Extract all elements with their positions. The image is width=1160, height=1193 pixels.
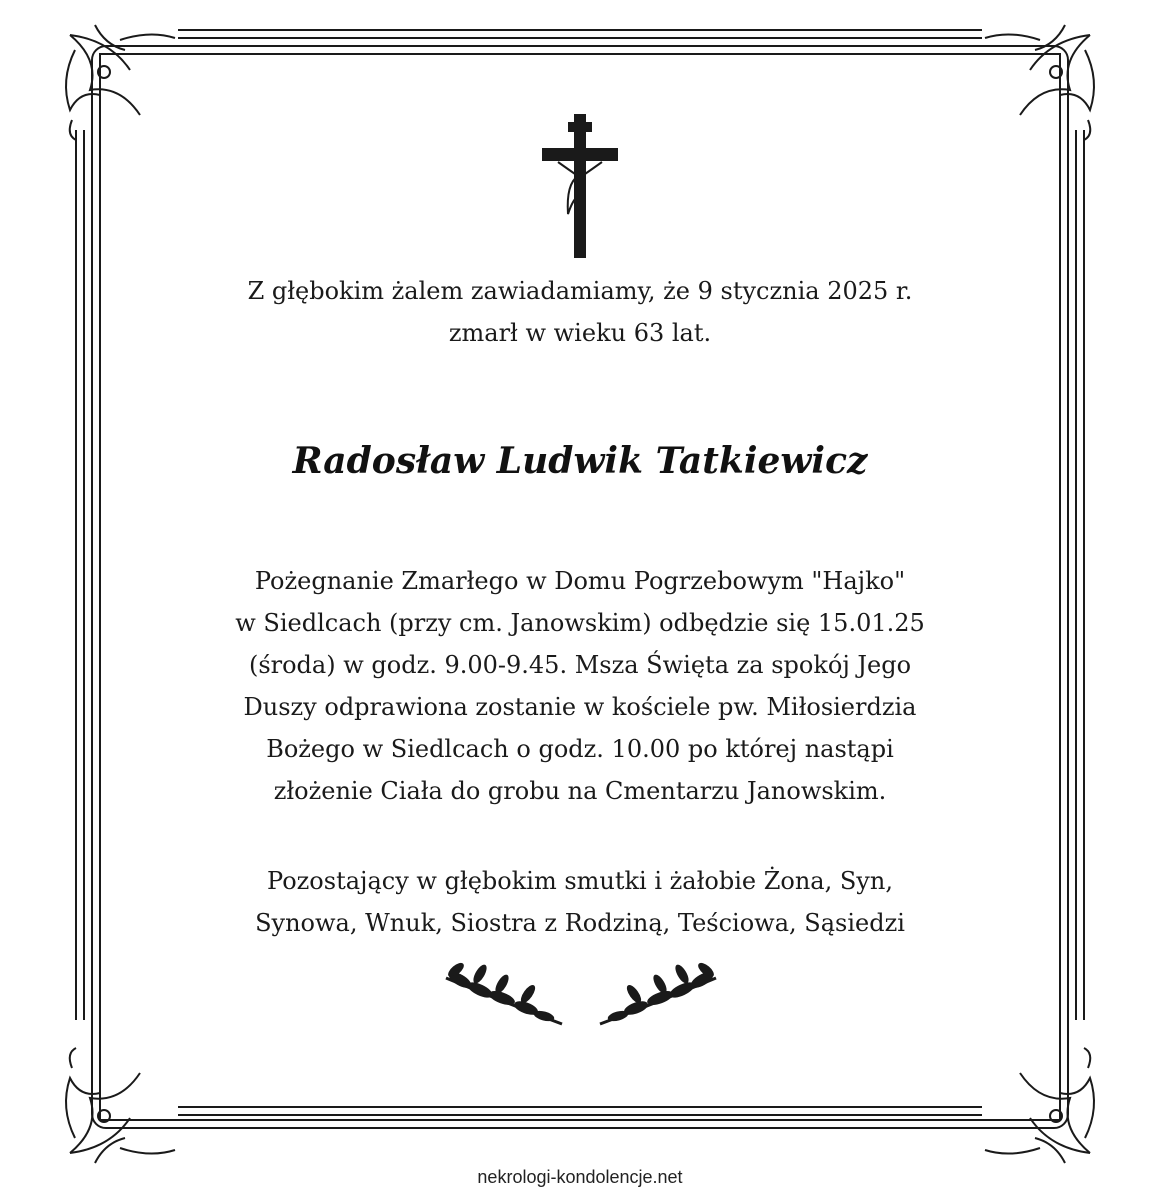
intro-text (160, 270, 1000, 354)
crucifix-icon (538, 114, 622, 258)
mourners-line-2: Synowa, Wnuk, Siostra z Rodziną, Teściowa, Sąsiedzi (255, 909, 905, 937)
laurel-branches-icon (436, 958, 726, 1038)
ceremony-line: Duszy odprawiona zostanie w kościele pw. Miłosierdzia (243, 693, 917, 721)
site-footer: nekrologi-kondolencje.net (477, 1167, 683, 1187)
ceremony-line: Bożego w Siedlcach o godz. 10.00 po której nastąpi (266, 735, 894, 763)
ceremony-line: (środa) w godz. 9.00-9.45. Msza Święta za spokój Jego (248, 651, 912, 679)
ceremony-text (160, 560, 1000, 812)
deceased-name: Radosław Ludwik Tatkiewicz (292, 440, 868, 482)
ceremony-line: w Siedlcach (przy cm. Janowskim) odbędzie się 15.01.25 (235, 609, 925, 637)
intro-line-2: zmarł w wieku 63 lat. (448, 319, 712, 347)
ceremony-line: Pożegnanie Zmarłego w Domu Pogrzebowym "Hajko" (254, 567, 906, 595)
ceremony-line: złożenie Ciała do grobu na Cmentarzu Janowskim. (273, 777, 887, 805)
mourners-text (160, 860, 1000, 944)
mourners-line-1: Pozostający w głębokim smutki i żałobie Żona, Syn, (267, 867, 893, 895)
intro-line-1: Z głębokim żalem zawiadamiamy, że 9 stycznia 2025 r. (247, 277, 913, 305)
